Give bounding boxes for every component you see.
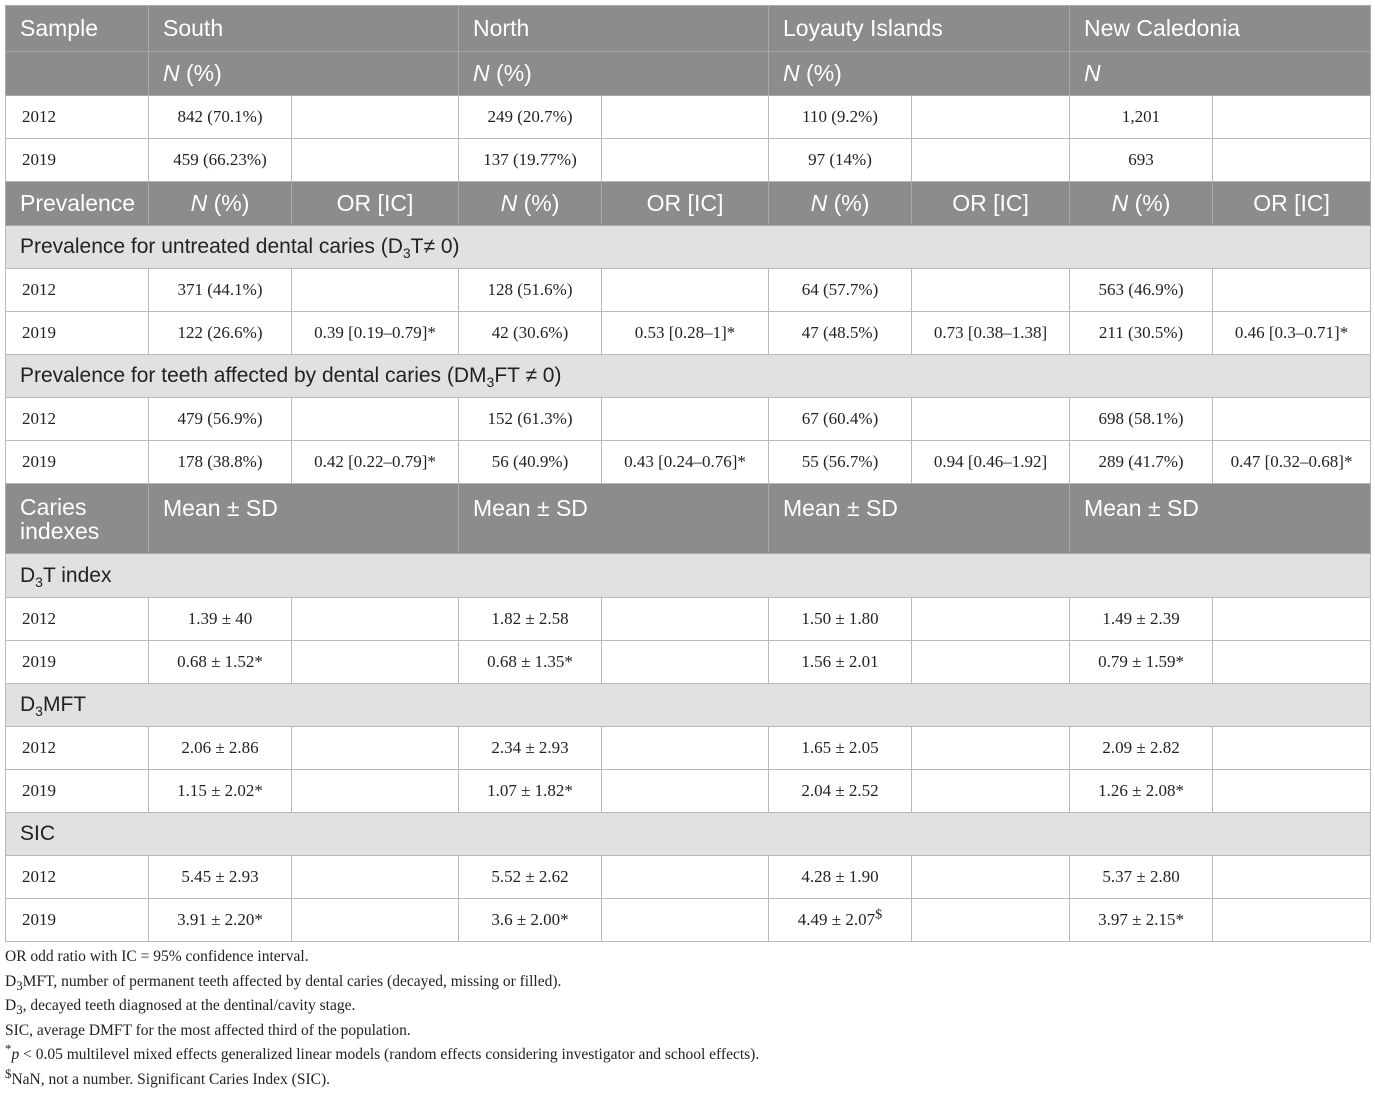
- empty-cell: [912, 856, 1070, 899]
- nc-or-cell: 0.47 [0.32–0.68]*: [1213, 441, 1371, 484]
- table-row: [6, 727, 1371, 770]
- year-cell: 2019: [6, 312, 149, 355]
- footnote: [5, 1043, 1370, 1068]
- north-cell: 56 (40.9%): [459, 441, 602, 484]
- footnote-subscript: 3: [16, 977, 23, 993]
- south-cell: 479 (56.9%): [149, 398, 292, 441]
- n-label: N: [1111, 190, 1129, 216]
- cell-superscript: $: [875, 906, 883, 923]
- section-title: [6, 355, 1371, 398]
- footnote-superscript: $: [5, 1065, 12, 1081]
- loyalty-or-cell: [912, 269, 1070, 312]
- loyalty-cell: 67 (60.4%): [769, 398, 912, 441]
- north-cell: 1.07 ± 1.82*: [459, 770, 602, 813]
- pct-label: (%): [1128, 190, 1171, 216]
- table-row: [6, 312, 1371, 355]
- empty-cell: [602, 598, 769, 641]
- header-n-pct: [1070, 182, 1213, 226]
- pct-label: (%): [489, 60, 532, 86]
- table-row: [6, 770, 1371, 813]
- nc-or-cell: 0.46 [0.3–0.71]*: [1213, 312, 1371, 355]
- south-cell: 459 (66.23%): [149, 139, 292, 182]
- year-cell: 2012: [6, 598, 149, 641]
- footnote-text: < 0.05 multilevel mixed effects generalized linear models (random effects considering investigator and school effects).: [19, 1046, 760, 1064]
- title-subscript: 3: [486, 374, 495, 391]
- section-d3mft: [6, 684, 1371, 727]
- nc-cell: 3.97 ± 2.15*: [1070, 899, 1213, 942]
- loyalty-cell: 2.04 ± 2.52: [769, 770, 912, 813]
- footnote-subscript: 3: [16, 1002, 23, 1018]
- loyalty-cell: 55 (56.7%): [769, 441, 912, 484]
- title-text: MFT: [42, 693, 87, 716]
- empty-cell: [602, 770, 769, 813]
- header-or-ic: OR [IC]: [1213, 182, 1371, 226]
- loyalty-cell: 1.50 ± 1.80: [769, 598, 912, 641]
- year-cell: 2019: [6, 641, 149, 684]
- nc-cell: 5.37 ± 2.80: [1070, 856, 1213, 899]
- nc-cell: 1,201: [1070, 96, 1213, 139]
- nc-or-cell: [1213, 398, 1371, 441]
- north-cell: 5.52 ± 2.62: [459, 856, 602, 899]
- south-cell: 2.06 ± 2.86: [149, 727, 292, 770]
- cell-value: 4.49 ± 2.07: [797, 910, 876, 929]
- footnote: [5, 970, 1370, 995]
- empty-cell: [292, 899, 459, 942]
- north-or-cell: [602, 398, 769, 441]
- empty-cell: [1213, 641, 1371, 684]
- title-text: T index: [42, 563, 112, 587]
- prevalence-header-row: [6, 182, 1371, 226]
- year-cell: 2012: [6, 856, 149, 899]
- loyalty-cell: 1.56 ± 2.01: [769, 641, 912, 684]
- footnote: [5, 1065, 1370, 1093]
- loyalty-or-cell: 0.94 [0.46–1.92]: [912, 441, 1070, 484]
- north-cell: 137 (19.77%): [459, 139, 602, 182]
- title-subscript: 3: [35, 703, 43, 720]
- nc-cell: 211 (30.5%): [1070, 312, 1213, 355]
- nc-cell: 693: [1070, 139, 1213, 182]
- south-cell: 178 (38.8%): [149, 441, 292, 484]
- empty-cell: [1213, 899, 1371, 942]
- north-cell: 249 (20.7%): [459, 96, 602, 139]
- pct-label: (%): [517, 190, 560, 216]
- empty-cell: [912, 139, 1070, 182]
- empty-cell: [602, 856, 769, 899]
- n-label: N: [1084, 60, 1101, 86]
- empty-cell: [1213, 727, 1371, 770]
- empty-cell: [912, 899, 1070, 942]
- table-footnotes: [5, 945, 1370, 1093]
- nc-cell: 289 (41.7%): [1070, 441, 1213, 484]
- loyalty-or-cell: [912, 398, 1070, 441]
- footnote-text: D: [5, 997, 17, 1015]
- header-line: Caries: [20, 494, 87, 520]
- header-mean-sd: Mean ± SD: [459, 484, 769, 554]
- title-text: D: [20, 693, 36, 716]
- table-row: [6, 398, 1371, 441]
- empty-cell: [1213, 598, 1371, 641]
- section-title: [6, 684, 1371, 727]
- header-caries-indexes: [6, 484, 149, 554]
- loyalty-cell: 110 (9.2%): [769, 96, 912, 139]
- footnote-text: , decayed teeth diagnosed at the dentinal/cavity stage.: [22, 997, 356, 1015]
- year-cell: 2019: [6, 770, 149, 813]
- empty-cell: [912, 96, 1070, 139]
- section-affected: [6, 355, 1371, 398]
- north-cell: 3.6 ± 2.00*: [459, 899, 602, 942]
- empty-cell: [292, 96, 459, 139]
- header-n-pct: [149, 182, 292, 226]
- sample-subheader-row: [6, 52, 1371, 96]
- title-text: T≠ 0): [410, 235, 460, 258]
- south-cell: 3.91 ± 2.20*: [149, 899, 292, 942]
- header-loyalty-islands: Loyauty Islands: [769, 6, 1070, 52]
- nc-cell: 1.26 ± 2.08*: [1070, 770, 1213, 813]
- south-or-cell: [292, 398, 459, 441]
- section-untreated: [6, 226, 1371, 269]
- header-prevalence: Prevalence: [6, 182, 149, 226]
- empty-cell: [292, 641, 459, 684]
- section-d3t: [6, 554, 1371, 598]
- footnote-text: MFT, number of permanent teeth affected by dental caries (decayed, missing or filled).: [22, 972, 562, 990]
- n-label: N: [500, 190, 518, 216]
- north-or-cell: [602, 269, 769, 312]
- header-sample: Sample: [6, 6, 149, 52]
- sample-header-row: [6, 6, 1371, 52]
- nc-or-cell: [1213, 269, 1371, 312]
- south-cell: 0.68 ± 1.52*: [149, 641, 292, 684]
- footnote-text: D: [5, 972, 17, 990]
- table-row: [6, 856, 1371, 899]
- year-cell: 2012: [6, 96, 149, 139]
- south-cell: 5.45 ± 2.93: [149, 856, 292, 899]
- table-row: [6, 641, 1371, 684]
- south-cell: 842 (70.1%): [149, 96, 292, 139]
- empty-cell: [912, 641, 1070, 684]
- header-n-pct: [459, 182, 602, 226]
- title-subscript: 3: [35, 573, 43, 590]
- north-cell: 2.34 ± 2.93: [459, 727, 602, 770]
- empty-cell: [602, 727, 769, 770]
- title-text: Prevalence for teeth affected by dental caries (DM: [20, 364, 487, 387]
- n-label: N: [473, 60, 490, 86]
- pct-label: (%): [827, 190, 870, 216]
- south-cell: 122 (26.6%): [149, 312, 292, 355]
- header-or-ic: OR [IC]: [912, 182, 1070, 226]
- n-label: N: [163, 60, 180, 86]
- footnote: SIC, average DMFT for the most affected third of the population.: [5, 1021, 411, 1039]
- nc-cell: 1.49 ± 2.39: [1070, 598, 1213, 641]
- nc-cell: 0.79 ± 1.59*: [1070, 641, 1213, 684]
- north-cell: 152 (61.3%): [459, 398, 602, 441]
- header-mean-sd: Mean ± SD: [769, 484, 1070, 554]
- year-cell: 2019: [6, 899, 149, 942]
- header-new-caledonia: New Caledonia: [1070, 6, 1371, 52]
- footnote: [5, 994, 1370, 1019]
- header-mean-sd: Mean ± SD: [149, 484, 459, 554]
- header-blank: [6, 52, 149, 96]
- south-or-cell: 0.42 [0.22–0.79]*: [292, 441, 459, 484]
- empty-cell: [912, 598, 1070, 641]
- north-cell: 42 (30.6%): [459, 312, 602, 355]
- empty-cell: [292, 139, 459, 182]
- n-label: N: [783, 60, 800, 86]
- header-n-pct: [769, 182, 912, 226]
- loyalty-cell: 64 (57.7%): [769, 269, 912, 312]
- table-row: [6, 899, 1371, 942]
- table-row: [6, 441, 1371, 484]
- north-cell: 128 (51.6%): [459, 269, 602, 312]
- loyalty-cell: [769, 856, 912, 899]
- year-cell: 2019: [6, 441, 149, 484]
- year-cell: 2019: [6, 139, 149, 182]
- nc-cell: 2.09 ± 2.82: [1070, 727, 1213, 770]
- subheader-north: [459, 52, 769, 96]
- empty-cell: [292, 856, 459, 899]
- south-or-cell: [292, 269, 459, 312]
- header-or-ic: OR [IC]: [292, 182, 459, 226]
- north-or-cell: 0.43 [0.24–0.76]*: [602, 441, 769, 484]
- subheader-south: [149, 52, 459, 96]
- title-text: D: [20, 563, 36, 587]
- n-label: N: [810, 190, 828, 216]
- title-subscript: 3: [402, 245, 411, 262]
- section-title: SIC: [6, 813, 1371, 856]
- cell-value: 4.28 ± 1.90: [801, 867, 879, 886]
- loyalty-cell: 97 (14%): [769, 139, 912, 182]
- loyalty-cell: 47 (48.5%): [769, 312, 912, 355]
- south-cell: 371 (44.1%): [149, 269, 292, 312]
- empty-cell: [1213, 856, 1371, 899]
- header-or-ic: OR [IC]: [602, 182, 769, 226]
- empty-cell: [1213, 139, 1371, 182]
- footnote-text: p: [11, 1046, 20, 1064]
- caries-table: [5, 5, 1371, 942]
- year-cell: 2012: [6, 398, 149, 441]
- year-cell: 2012: [6, 269, 149, 312]
- empty-cell: [1213, 96, 1371, 139]
- south-or-cell: 0.39 [0.19–0.79]*: [292, 312, 459, 355]
- empty-cell: [912, 770, 1070, 813]
- title-text: FT ≠ 0): [494, 364, 562, 387]
- year-cell: 2012: [6, 727, 149, 770]
- empty-cell: [292, 770, 459, 813]
- indexes-header-row: [6, 484, 1371, 554]
- title-text: Prevalence for untreated dental caries (D: [20, 235, 403, 258]
- footnote-superscript: *: [5, 1041, 12, 1057]
- header-south: South: [149, 6, 459, 52]
- header-north: North: [459, 6, 769, 52]
- south-cell: 1.15 ± 2.02*: [149, 770, 292, 813]
- empty-cell: [912, 727, 1070, 770]
- empty-cell: [602, 899, 769, 942]
- empty-cell: [602, 139, 769, 182]
- loyalty-cell: [769, 899, 912, 942]
- nc-cell: 563 (46.9%): [1070, 269, 1213, 312]
- footnote: OR odd ratio with IC = 95% confidence interval.: [5, 948, 309, 965]
- section-title: [6, 226, 1371, 269]
- empty-cell: [602, 641, 769, 684]
- empty-cell: [602, 96, 769, 139]
- header-line: indexes: [20, 518, 100, 544]
- section-sic: [6, 813, 1371, 856]
- loyalty-cell: 1.65 ± 2.05: [769, 727, 912, 770]
- pct-label: (%): [179, 60, 222, 86]
- nc-cell: 698 (58.1%): [1070, 398, 1213, 441]
- pct-label: (%): [207, 190, 250, 216]
- empty-cell: [292, 727, 459, 770]
- section-title: [6, 554, 1371, 598]
- north-or-cell: 0.53 [0.28–1]*: [602, 312, 769, 355]
- n-label: N: [190, 190, 208, 216]
- header-mean-sd: Mean ± SD: [1070, 484, 1371, 554]
- subheader-nc: [1070, 52, 1371, 96]
- pct-label: (%): [799, 60, 842, 86]
- table-row: [6, 96, 1371, 139]
- north-cell: 0.68 ± 1.35*: [459, 641, 602, 684]
- north-cell: 1.82 ± 2.58: [459, 598, 602, 641]
- loyalty-or-cell: 0.73 [0.38–1.38]: [912, 312, 1070, 355]
- empty-cell: [1213, 770, 1371, 813]
- footnote-text: NaN, not a number. Significant Caries Index (SIC).: [11, 1070, 330, 1088]
- table-row: [6, 139, 1371, 182]
- subheader-loyalty: [769, 52, 1070, 96]
- table-row: [6, 598, 1371, 641]
- empty-cell: [292, 598, 459, 641]
- table-row: [6, 269, 1371, 312]
- south-cell: 1.39 ± 40: [149, 598, 292, 641]
